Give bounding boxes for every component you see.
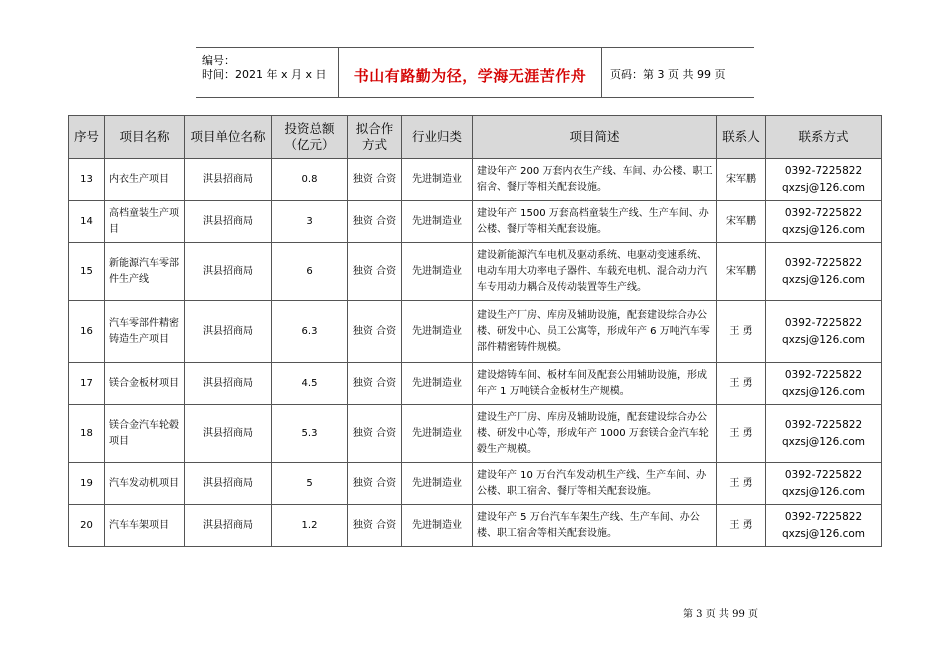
project-table — [68, 115, 882, 547]
cooperation-mode: 独资 合资 — [348, 301, 402, 363]
project-name: 内衣生产项目 — [105, 159, 185, 201]
investment-amount: 6 — [272, 243, 348, 301]
contact-phone: 0392-7225822 — [784, 468, 863, 481]
project-unit: 淇县招商局 — [185, 201, 272, 243]
row-number: 15 — [69, 243, 105, 301]
column-header: 项目单位名称 — [185, 116, 272, 159]
contact-person: 王 勇 — [717, 463, 766, 505]
contact-info — [766, 363, 882, 405]
column-header: 序号 — [69, 116, 105, 159]
investment-amount: 6.3 — [272, 301, 348, 363]
project-description: 建设新能源汽车电机及驱动系统、电驱动变速系统、电动车用大功率电子器件、车载充电机、混合动力汽车专用动力耦合及传动装置等生产线。 — [473, 243, 717, 301]
page-footer: 第 3 页 共 99 页 — [683, 609, 758, 620]
contact-person: 王 勇 — [717, 405, 766, 463]
industry-category: 先进制造业 — [402, 505, 473, 547]
industry-category: 先进制造业 — [402, 201, 473, 243]
row-number: 16 — [69, 301, 105, 363]
project-name: 新能源汽车零部件生产线 — [105, 243, 185, 301]
column-header: 联系方式 — [766, 116, 882, 159]
page-header — [196, 47, 754, 98]
header-motto-cell — [338, 48, 602, 97]
industry-category: 先进制造业 — [402, 363, 473, 405]
row-number: 14 — [69, 201, 105, 243]
contact-info — [766, 405, 882, 463]
cooperation-mode: 独资 合资 — [348, 201, 402, 243]
project-description: 建设年产 1500 万套高档童装生产线、生产车间、办公楼、餐厅等相关配套设施。 — [473, 201, 717, 243]
row-number: 18 — [69, 405, 105, 463]
industry-category: 先进制造业 — [402, 243, 473, 301]
cooperation-mode: 独资 合资 — [348, 159, 402, 201]
industry-category: 先进制造业 — [402, 301, 473, 363]
project-description: 建设生产厂房、库房及辅助设施，配套建设综合办公楼、研发中心、员工公寓等，形成年产 6 万吨汽车零部件精密铸件规模。 — [473, 301, 717, 363]
table-row — [69, 159, 882, 201]
project-name: 汽车零部件精密铸造生产项目 — [105, 301, 185, 363]
contact-phone: 0392-7225822 — [784, 510, 863, 523]
project-description: 建设年产 10 万台汽车发动机生产线、生产车间、办公楼、职工宿舍、餐厅等相关配套设施。 — [473, 463, 717, 505]
project-name: 镁合金板材项目 — [105, 363, 185, 405]
investment-amount: 1.2 — [272, 505, 348, 547]
row-number: 19 — [69, 463, 105, 505]
header-meta — [196, 48, 338, 97]
investment-amount: 0.8 — [272, 159, 348, 201]
project-unit: 淇县招商局 — [185, 243, 272, 301]
contact-email[interactable]: qxzsj@126.com — [781, 333, 866, 346]
contact-person: 宋军鹏 — [717, 201, 766, 243]
project-unit: 淇县招商局 — [185, 463, 272, 505]
contact-phone: 0392-7225822 — [784, 256, 863, 269]
contact-email[interactable]: qxzsj@126.com — [781, 485, 866, 498]
table-row — [69, 363, 882, 405]
investment-amount: 3 — [272, 201, 348, 243]
project-description: 建设生产厂房、库房及辅助设施，配套建设综合办公楼、研发中心等，形成年产 1000 万套镁合金汽车轮毂生产规模。 — [473, 405, 717, 463]
cooperation-mode: 独资 合资 — [348, 405, 402, 463]
contact-phone: 0392-7225822 — [784, 368, 863, 381]
contact-info — [766, 505, 882, 547]
table-row — [69, 463, 882, 505]
document-number-label: 编号： — [202, 54, 235, 67]
contact-person: 王 勇 — [717, 363, 766, 405]
project-description: 建设熔铸车间、板材车间及配套公用辅助设施，形成年产 1 万吨镁合金板材生产规模。 — [473, 363, 717, 405]
column-header: 项目简述 — [473, 116, 717, 159]
header-page-cell — [602, 48, 754, 97]
project-unit: 淇县招商局 — [185, 301, 272, 363]
contact-phone: 0392-7225822 — [784, 418, 863, 431]
contact-email[interactable]: qxzsj@126.com — [781, 223, 866, 236]
table-row — [69, 201, 882, 243]
investment-amount: 4.5 — [272, 363, 348, 405]
project-description: 建设年产 5 万台汽车车架生产线、生产车间、办公楼、职工宿舍等相关配套设施。 — [473, 505, 717, 547]
contact-info — [766, 463, 882, 505]
contact-email[interactable]: qxzsj@126.com — [781, 273, 866, 286]
project-unit: 淇县招商局 — [185, 505, 272, 547]
contact-email[interactable]: qxzsj@126.com — [781, 385, 866, 398]
document-time-label: 时间：2021 年 x 月 x 日 — [202, 68, 327, 81]
cooperation-mode: 独资 合资 — [348, 363, 402, 405]
column-header: 项目名称 — [105, 116, 185, 159]
project-description: 建设年产 200 万套内衣生产线、车间、办公楼、职工宿舍、餐厅等相关配套设施。 — [473, 159, 717, 201]
contact-phone: 0392-7225822 — [784, 164, 863, 177]
project-name: 汽车车架项目 — [105, 505, 185, 547]
row-number: 17 — [69, 363, 105, 405]
cooperation-mode: 独资 合资 — [348, 463, 402, 505]
table-header-row — [69, 116, 882, 159]
contact-person: 王 勇 — [717, 301, 766, 363]
contact-person: 宋军鹏 — [717, 243, 766, 301]
contact-person: 宋军鹏 — [717, 159, 766, 201]
table-row — [69, 301, 882, 363]
project-unit: 淇县招商局 — [185, 363, 272, 405]
industry-category: 先进制造业 — [402, 405, 473, 463]
table-row — [69, 505, 882, 547]
contact-phone: 0392-7225822 — [784, 206, 863, 219]
investment-amount: 5.3 — [272, 405, 348, 463]
project-name: 高档童装生产项目 — [105, 201, 185, 243]
table-row — [69, 405, 882, 463]
contact-person: 王 勇 — [717, 505, 766, 547]
cooperation-mode: 独资 合资 — [348, 505, 402, 547]
header-motto: 书山有路勤为径，学海无涯苦作舟 — [353, 67, 587, 85]
project-name: 汽车发动机项目 — [105, 463, 185, 505]
contact-email[interactable]: qxzsj@126.com — [781, 181, 866, 194]
industry-category: 先进制造业 — [402, 463, 473, 505]
column-header: 行业归类 — [402, 116, 473, 159]
investment-amount: 5 — [272, 463, 348, 505]
contact-email[interactable]: qxzsj@126.com — [781, 527, 866, 540]
contact-email[interactable]: qxzsj@126.com — [781, 435, 866, 448]
contact-info — [766, 301, 882, 363]
contact-info — [766, 201, 882, 243]
column-header: 拟合作 方式 — [348, 116, 402, 159]
column-header: 联系人 — [717, 116, 766, 159]
row-number: 20 — [69, 505, 105, 547]
column-header: 投资总额 （亿元） — [272, 116, 348, 159]
table-row — [69, 243, 882, 301]
project-unit: 淇县招商局 — [185, 159, 272, 201]
row-number: 13 — [69, 159, 105, 201]
project-unit: 淇县招商局 — [185, 405, 272, 463]
contact-info — [766, 243, 882, 301]
contact-info — [766, 159, 882, 201]
project-name: 镁合金汽车轮毂项目 — [105, 405, 185, 463]
cooperation-mode: 独资 合资 — [348, 243, 402, 301]
industry-category: 先进制造业 — [402, 159, 473, 201]
contact-phone: 0392-7225822 — [784, 316, 863, 329]
header-page-number: 页码：第 3 页 共 99 页 — [610, 68, 726, 81]
